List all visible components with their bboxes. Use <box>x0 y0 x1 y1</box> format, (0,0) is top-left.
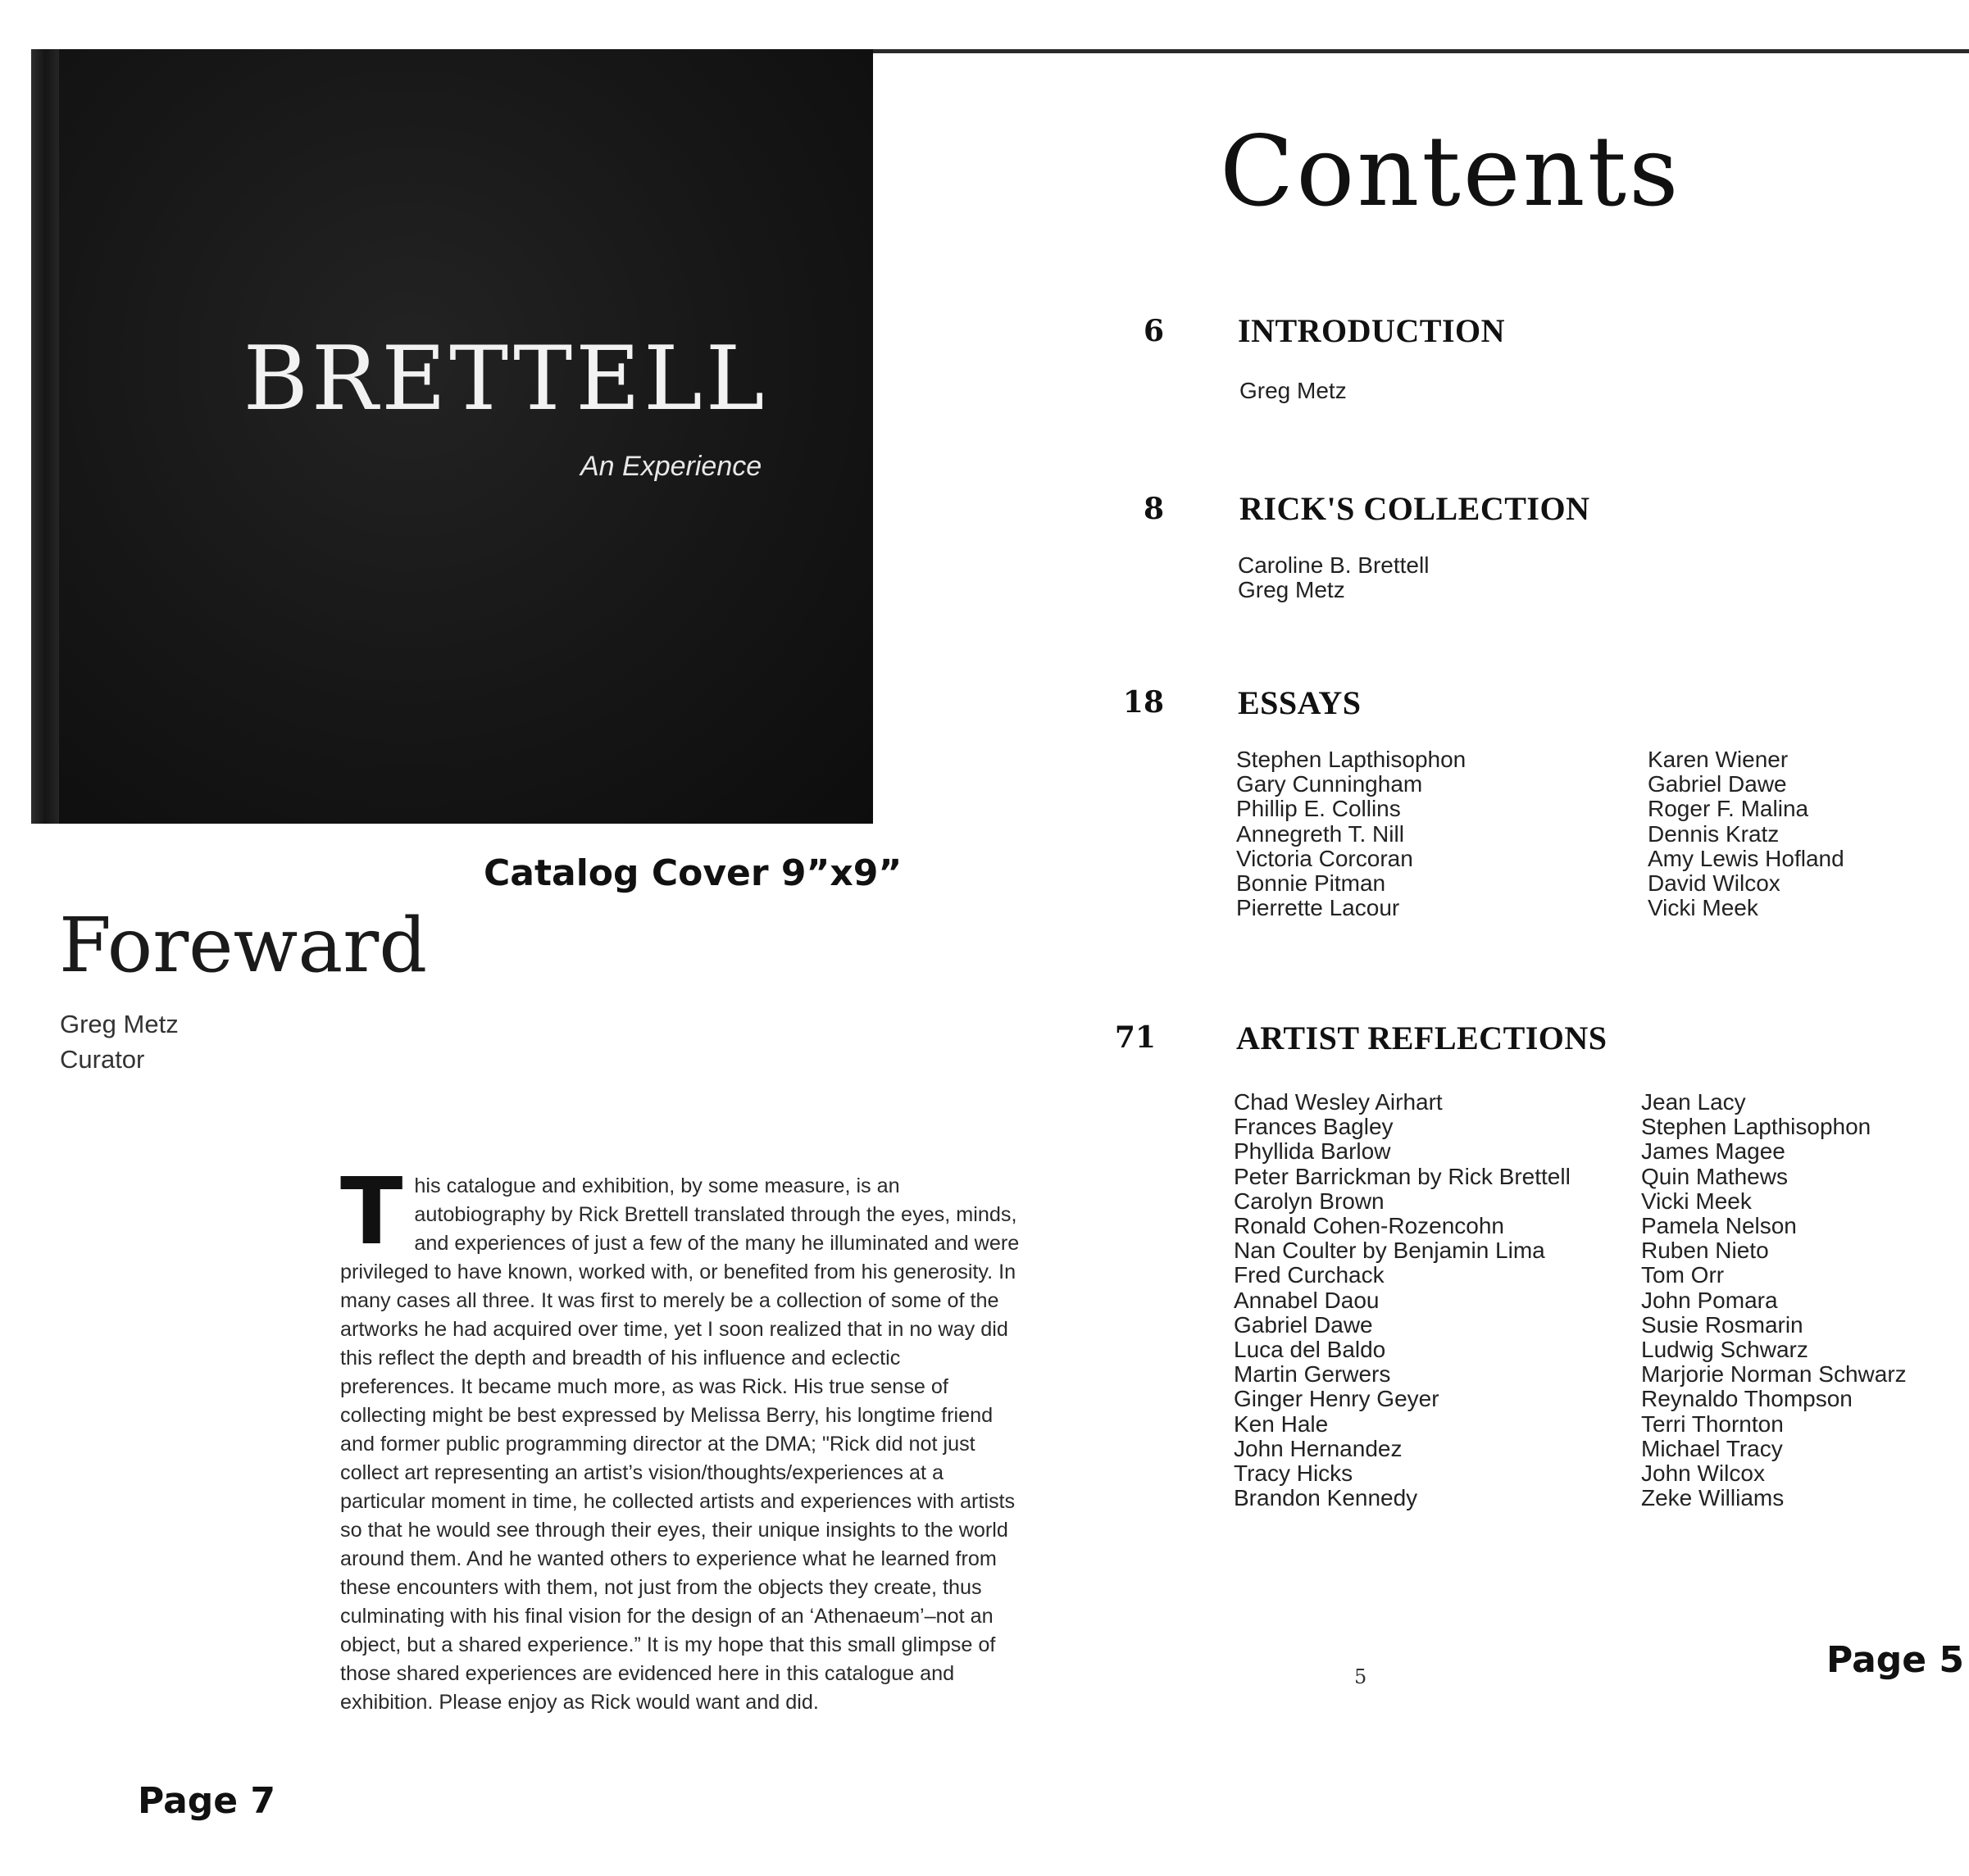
toc-artist: Ronald Cohen-Rozencohn <box>1234 1213 1504 1239</box>
foreward-body-text: his catalogue and exhibition, by some measure, is an autobiography by Rick Brettell translated through the eyes, minds, and experiences of just a few of the many he illuminated and were privileged to have known, worked with, or benefited from his generosity. In many cases all three. It was first to merely be a collection of some of the artworks he had acquired over time, yet I soon realized that in no way did this reflect the depth and breadth of his influence and eclectic preferences. It became much more, as was Rick. His true sense of collecting might be best expressed by Melissa Berry, his longtime friend and former public programming director at the DMA; "Rick did not just collect art representing an artist’s vision/thoughts/experiences at a particular moment in time, he collected artists and experiences with artists so that he would see through their eyes, their unique insights to the world around them. And he wanted others to experience what he learned from these encounters with them, not just from the objects they create, thus culminating with his final vision for the design of an ‘Athenaeum’–not an object, but a shared experience.” It is my hope that this small glimpse of those shared experiences are evidenced here in this catalogue and exhibition. Please enjoy as Rick would want and did. <box>340 1174 1020 1714</box>
toc-artist: Martin Gerwers <box>1234 1361 1391 1388</box>
toc-author: Gary Cunningham <box>1236 771 1423 797</box>
toc-artists-col2 <box>1641 1090 1907 1510</box>
toc-artist: Tracy Hicks <box>1234 1460 1353 1487</box>
toc-authors-essays-col2 <box>1648 747 1844 920</box>
toc-artist: Ginger Henry Geyer <box>1234 1386 1439 1412</box>
foreward-body <box>340 1159 1021 1717</box>
toc-heading-essays: ESSAYS <box>1238 684 1362 721</box>
drop-cap: T <box>340 1159 403 1265</box>
toc-artist: Zeke Williams <box>1641 1485 1785 1511</box>
toc-artist: Luca del Baldo <box>1234 1337 1386 1363</box>
toc-author: Victoria Corcoran <box>1236 845 1413 871</box>
toc-artist: Annabel Daou <box>1234 1287 1380 1313</box>
toc-artist: Phyllida Barlow <box>1234 1138 1391 1165</box>
page-top-rule <box>873 49 1969 53</box>
toc-artist: Stephen Lapthisophon <box>1641 1114 1871 1140</box>
foreward-title: Foreward <box>59 902 428 989</box>
toc-artists-col1 <box>1234 1090 1571 1510</box>
toc-artist: Ruben Nieto <box>1641 1238 1769 1264</box>
toc-authors-introduction <box>1239 379 1347 403</box>
foreward-role: Curator <box>60 1045 145 1074</box>
toc-artist: John Pomara <box>1641 1287 1778 1313</box>
toc-author: Greg Metz <box>1238 577 1345 603</box>
page-number: 5 <box>1354 1665 1367 1688</box>
toc-author: Bonnie Pitman <box>1236 870 1386 897</box>
toc-heading-artist-reflections: ARTIST REFLECTIONS <box>1236 1020 1607 1056</box>
toc-author: Pierrette Lacour <box>1236 895 1400 921</box>
toc-page-introduction: 6 <box>1143 314 1164 348</box>
foreward-author: Greg Metz <box>60 1010 179 1038</box>
toc-artist: Carolyn Brown <box>1234 1188 1385 1214</box>
toc-artist: Pamela Nelson <box>1641 1213 1797 1239</box>
cover-spine <box>31 49 59 824</box>
catalog-cover <box>31 49 873 824</box>
toc-artist: Reynaldo Thompson <box>1641 1386 1853 1412</box>
toc-artist: Marjorie Norman Schwarz <box>1641 1361 1907 1388</box>
cover-subtitle: An Experience <box>580 451 762 482</box>
toc-authors-essays-col1 <box>1236 747 1466 920</box>
toc-artist: Brandon Kennedy <box>1234 1485 1418 1511</box>
toc-author: David Wilcox <box>1648 870 1780 897</box>
toc-author: Roger F. Malina <box>1648 796 1809 822</box>
toc-author: Amy Lewis Hofland <box>1648 845 1844 871</box>
toc-author: Phillip E. Collins <box>1236 796 1401 822</box>
toc-heading-introduction: INTRODUCTION <box>1238 312 1506 349</box>
toc-heading-ricks-collection: RICK'S COLLECTION <box>1239 490 1590 527</box>
toc-author: Gabriel Dawe <box>1648 771 1787 797</box>
toc-artist: Frances Bagley <box>1234 1114 1394 1140</box>
toc-page-ricks-collection: 8 <box>1143 492 1164 526</box>
toc-artist: Vicki Meek <box>1641 1188 1752 1214</box>
toc-author: Annegreth T. Nill <box>1236 820 1404 847</box>
toc-author: Vicki Meek <box>1648 895 1758 921</box>
page-5-label: Page 5 <box>1826 1639 1965 1681</box>
toc-artist: Fred Curchack <box>1234 1262 1385 1288</box>
toc-artist: Ludwig Schwarz <box>1641 1337 1808 1363</box>
toc-authors-ricks-collection <box>1238 553 1429 602</box>
toc-artist: Terri Thornton <box>1641 1410 1784 1437</box>
toc-page-essays: 18 <box>1122 685 1164 720</box>
toc-author: Dennis Kratz <box>1648 820 1780 847</box>
toc-artist: Michael Tracy <box>1641 1435 1783 1461</box>
contents-title: Contents <box>1220 115 1681 228</box>
page-7-label: Page 7 <box>138 1780 276 1822</box>
cover-title: BRETTELL <box>243 328 768 430</box>
toc-artist: Quin Mathews <box>1641 1163 1788 1189</box>
toc-artist: Gabriel Dawe <box>1234 1311 1373 1338</box>
toc-page-artist-reflections: 71 <box>1114 1020 1156 1055</box>
toc-artist: Jean Lacy <box>1641 1089 1746 1115</box>
toc-author: Karen Wiener <box>1648 747 1789 772</box>
toc-artist: John Hernandez <box>1234 1435 1403 1461</box>
toc-artist: Chad Wesley Airhart <box>1234 1089 1443 1115</box>
toc-artist: Tom Orr <box>1641 1262 1725 1288</box>
toc-artist: Peter Barrickman by Rick Brettell <box>1234 1163 1571 1189</box>
toc-author: Greg Metz <box>1239 378 1347 403</box>
toc-artist: Susie Rosmarin <box>1641 1311 1803 1338</box>
cover-caption: Catalog Cover 9”x9” <box>484 852 903 894</box>
toc-author: Stephen Lapthisophon <box>1236 747 1467 772</box>
toc-artist: James Magee <box>1641 1138 1785 1165</box>
toc-artist: Ken Hale <box>1234 1410 1329 1437</box>
toc-artist: John Wilcox <box>1641 1460 1765 1487</box>
toc-author: Caroline B. Brettell <box>1238 552 1430 578</box>
toc-artist: Nan Coulter by Benjamin Lima <box>1234 1238 1545 1264</box>
